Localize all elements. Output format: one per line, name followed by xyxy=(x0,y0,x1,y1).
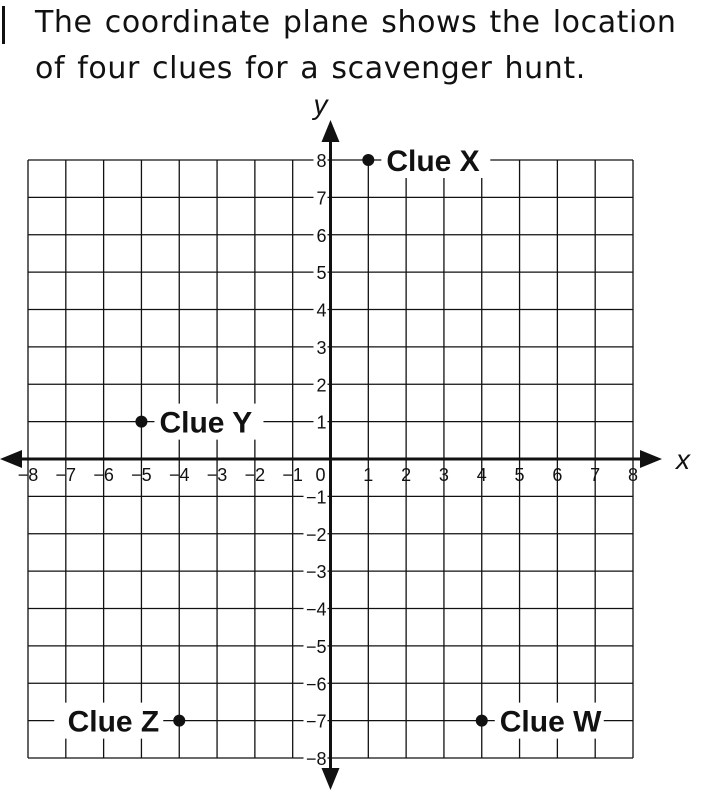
y-tick-label: 5 xyxy=(316,263,327,284)
y-tick-label: −8 xyxy=(305,749,327,769)
x-tick-label: −7 xyxy=(55,465,77,485)
y-tick-label: −6 xyxy=(305,674,327,695)
y-tick-label: 2 xyxy=(316,375,327,396)
clue-point-marker xyxy=(476,715,488,727)
y-tick-label: −4 xyxy=(305,599,327,620)
clue-label: Clue Y xyxy=(159,406,253,440)
x-tick-label: 7 xyxy=(590,465,601,485)
x-tick-label: 4 xyxy=(476,465,487,485)
y-tick-label: 4 xyxy=(316,300,327,321)
y-axis-arrow-down xyxy=(322,768,340,790)
x-tick-label: −1 xyxy=(282,465,303,485)
y-tick-label: −3 xyxy=(305,562,327,583)
x-tick-label: −8 xyxy=(17,465,39,485)
y-tick-label: 3 xyxy=(316,337,327,358)
x-tick-label: 3 xyxy=(438,465,449,485)
x-tick-label: −4 xyxy=(168,465,190,485)
y-tick-label: −1 xyxy=(305,487,327,508)
clue-label: Clue Z xyxy=(67,705,160,739)
x-tick-label: 6 xyxy=(552,465,563,485)
x-tick-label: −2 xyxy=(244,465,266,485)
clue-label: Clue W xyxy=(499,705,602,739)
x-tick-label: 2 xyxy=(401,465,412,485)
y-tick-label: 1 xyxy=(316,412,327,433)
clue-point-marker xyxy=(135,416,147,428)
y-axis-arrow-up xyxy=(322,120,340,142)
x-tick-label: 8 xyxy=(627,465,639,485)
y-axis-label: y xyxy=(313,89,328,120)
y-tick-label: 6 xyxy=(316,225,327,246)
x-tick-label: −5 xyxy=(131,465,152,485)
question-text: The coordinate plane shows the location of four clues for a scavenger hunt. xyxy=(35,5,677,86)
y-tick-label: −2 xyxy=(305,524,327,545)
x-tick-label: 5 xyxy=(514,465,525,485)
x-tick-label: 1 xyxy=(363,465,374,485)
x-axis-label: x xyxy=(676,444,690,475)
y-tick-label: 8 xyxy=(316,151,327,171)
y-tick-label: 7 xyxy=(316,188,327,209)
y-tick-label: −7 xyxy=(305,711,327,732)
x-tick-label: −3 xyxy=(206,465,228,485)
x-tick-label: −6 xyxy=(93,465,114,485)
clue-point-marker xyxy=(362,154,374,166)
y-tick-label: −5 xyxy=(305,636,327,657)
clue-label: Clue X xyxy=(386,145,480,178)
clue-point-marker xyxy=(173,715,185,727)
x-axis-arrow-right xyxy=(640,450,662,468)
origin-label: 0 xyxy=(315,465,326,485)
